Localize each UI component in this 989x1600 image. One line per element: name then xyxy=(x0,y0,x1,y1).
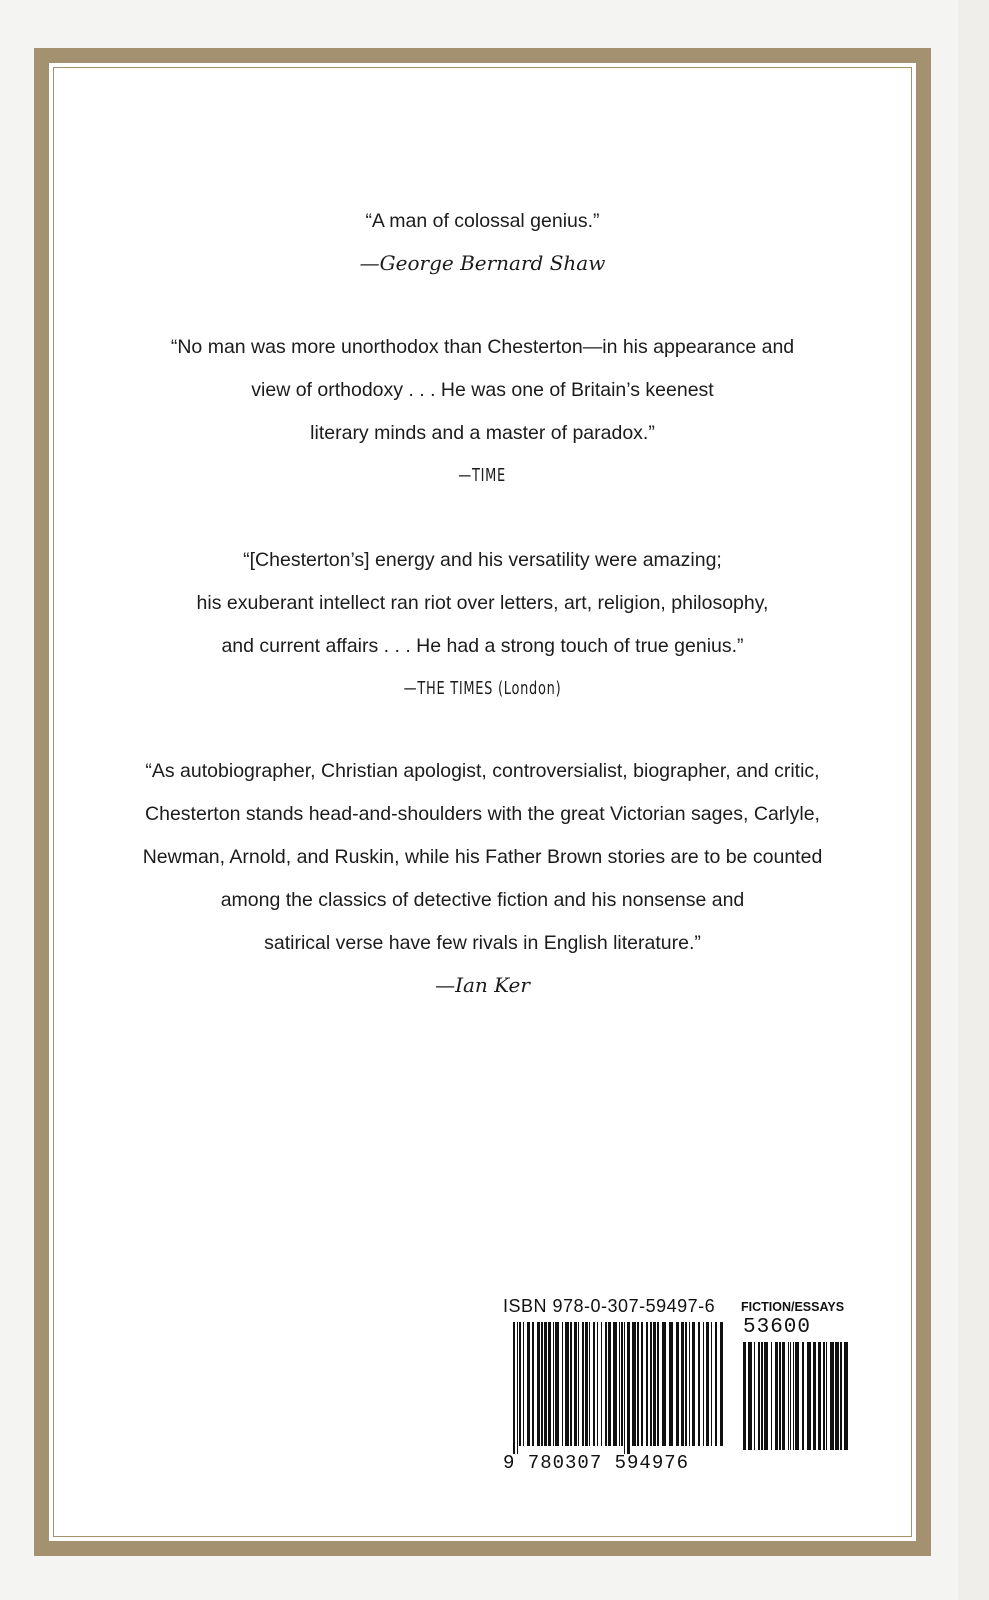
barcode-bar xyxy=(748,1342,752,1450)
barcode-bar xyxy=(578,1322,579,1446)
barcode-bar xyxy=(593,1322,595,1446)
barcode-bar xyxy=(624,1322,625,1454)
barcode-bar xyxy=(601,1322,602,1446)
quote-line: Newman, Arnold, and Ruskin, while his Father Brown stories are to be counted xyxy=(142,846,823,868)
category-label: FICTION/ESSAYS xyxy=(741,1300,845,1314)
barcode-bar xyxy=(619,1322,620,1446)
quote-line: “[Chesterton’s] energy and his versatility were amazing; xyxy=(243,549,722,571)
barcode-bar xyxy=(541,1322,543,1446)
quote-attribution: —Ian Ker xyxy=(435,973,530,997)
barcode-bar xyxy=(771,1342,772,1450)
barcode-bar xyxy=(553,1322,554,1446)
quote-line: among the classics of detective fiction and his nonsense and xyxy=(220,889,745,911)
barcode-bar xyxy=(743,1342,746,1450)
barcode-bar xyxy=(650,1322,652,1446)
isbn-barcode xyxy=(513,1322,727,1454)
barcode-bar xyxy=(685,1322,687,1446)
barcode-bar xyxy=(754,1342,755,1450)
barcode-bar xyxy=(835,1342,839,1450)
barcode-bar xyxy=(555,1322,559,1446)
barcode-bar xyxy=(775,1342,778,1450)
barcode-bar xyxy=(621,1322,623,1446)
quote-attribution: —George Bernard Shaw xyxy=(359,251,606,275)
book-spine-edge xyxy=(958,0,989,1600)
quote-block xyxy=(49,200,916,283)
barcode-bar xyxy=(637,1322,639,1446)
barcode-bar xyxy=(565,1322,569,1446)
barcode-bar xyxy=(830,1342,834,1450)
barcode-bar xyxy=(826,1342,827,1450)
barcode-bar xyxy=(582,1322,584,1446)
barcode-bar xyxy=(764,1342,768,1450)
barcode-bar xyxy=(698,1322,700,1446)
barcode-bar xyxy=(589,1322,590,1446)
quote-line: Chesterton stands head-and-shoulders with the great Victorian sages, Carlyle, xyxy=(145,803,820,825)
barcode-bar xyxy=(823,1342,825,1450)
barcode-bar xyxy=(544,1322,547,1446)
barcode-bar xyxy=(605,1322,607,1446)
barcode-bar xyxy=(790,1342,791,1450)
barcode-bar xyxy=(527,1322,530,1446)
barcode-bar xyxy=(608,1322,611,1446)
barcode-bar xyxy=(523,1322,524,1446)
barcode-bar xyxy=(613,1322,617,1446)
barcode-bar xyxy=(813,1342,816,1450)
quote-line: his exuberant intellect ran riot over letters, art, religion, philosophy, xyxy=(196,592,769,614)
barcode-bar xyxy=(632,1322,636,1446)
barcode-bar xyxy=(676,1322,679,1446)
quote-line: “No man was more unorthodox than Chesterton—in his appearance and xyxy=(170,336,795,358)
quote-line: satirical verse have few rivals in English literature.” xyxy=(264,932,701,954)
barcode-bar xyxy=(519,1322,521,1446)
barcode-bar xyxy=(807,1342,811,1450)
quote-line: “A man of colossal genius.” xyxy=(365,210,600,232)
barcode-bar xyxy=(788,1342,789,1450)
barcode-bar xyxy=(653,1322,656,1446)
quote-line: literary minds and a master of paradox.” xyxy=(310,422,655,444)
barcode-block xyxy=(503,1296,873,1526)
barcode-bar xyxy=(532,1322,534,1446)
barcode-bar xyxy=(844,1342,848,1450)
price-code: 53600 xyxy=(743,1316,812,1339)
quote-attribution: —THE TIMES (London) xyxy=(403,678,562,699)
barcode-bar xyxy=(646,1322,648,1446)
isbn-label: ISBN 978-0-307-59497-6 xyxy=(503,1296,716,1316)
quote-attribution: —TIME xyxy=(458,465,507,486)
barcode-bar xyxy=(758,1342,760,1450)
barcode-bar xyxy=(517,1322,518,1454)
barcode-bar xyxy=(641,1322,643,1446)
barcode-bar xyxy=(681,1322,684,1446)
isbn-digits: 9 780307 594976 xyxy=(503,1452,690,1474)
barcode-bar xyxy=(715,1322,717,1446)
barcode-bar xyxy=(597,1322,598,1446)
barcode-bar xyxy=(513,1322,515,1454)
barcode-bar xyxy=(574,1322,577,1446)
quote-line: “As autobiographer, Christian apologist, controversialist, biographer, and critic, xyxy=(145,760,820,782)
barcode-bar xyxy=(782,1342,785,1450)
barcode-bar xyxy=(706,1322,709,1446)
barcode-bar xyxy=(669,1322,673,1446)
quote-line: and current affairs . . . He had a strong touch of true genius.” xyxy=(221,635,744,657)
barcode-bar xyxy=(657,1322,659,1446)
barcode-bar xyxy=(570,1322,572,1446)
barcode-bar xyxy=(562,1322,563,1446)
quote-line: view of orthodoxy . . . He was one of Britain’s keenest xyxy=(251,379,714,401)
barcode-bar xyxy=(793,1342,794,1450)
barcode-bar xyxy=(689,1322,690,1446)
barcode-bar xyxy=(537,1322,540,1446)
barcode-bar xyxy=(692,1322,695,1446)
barcode-bar xyxy=(720,1322,723,1446)
barcode-bar xyxy=(802,1342,804,1450)
barcode-bar xyxy=(548,1322,551,1446)
barcode-bar xyxy=(703,1322,704,1446)
barcode-bar xyxy=(779,1342,781,1450)
back-cover-frame xyxy=(34,48,931,1556)
barcode-bar xyxy=(761,1342,763,1450)
price-barcode xyxy=(743,1342,851,1474)
barcode-bar xyxy=(840,1342,842,1450)
quote-block xyxy=(49,326,916,496)
barcode-bar xyxy=(585,1322,588,1446)
barcode-bar xyxy=(795,1342,799,1450)
barcode-bar xyxy=(711,1322,712,1446)
barcode-bar xyxy=(627,1322,630,1454)
barcode-bar xyxy=(818,1342,821,1450)
quote-block xyxy=(49,750,916,1005)
quote-block xyxy=(49,539,916,709)
back-cover-panel xyxy=(48,62,917,1542)
barcode-bar xyxy=(662,1322,666,1446)
